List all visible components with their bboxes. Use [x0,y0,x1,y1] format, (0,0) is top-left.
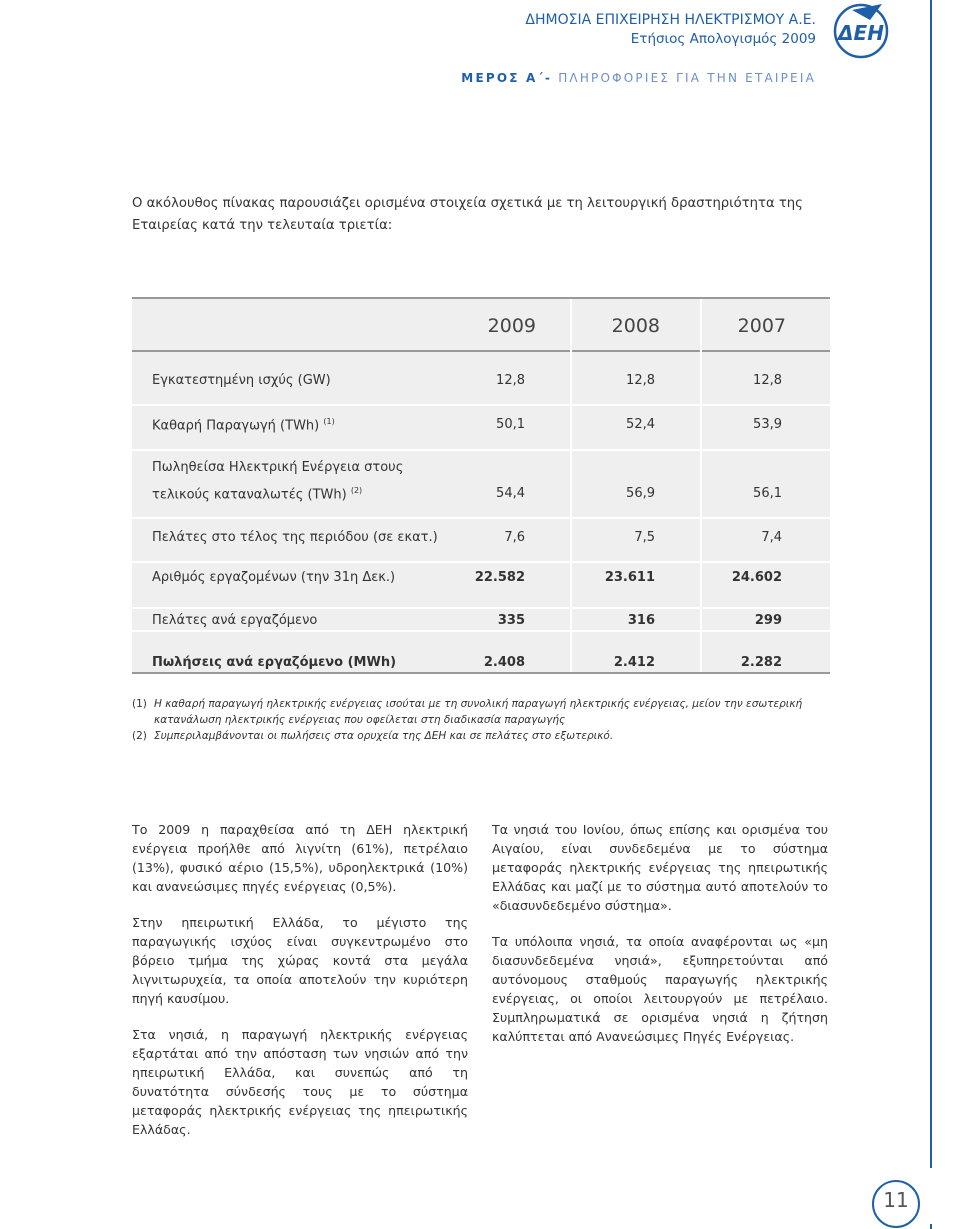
row-label-text: Καθαρή Παραγωγή (TWh) [152,418,320,434]
row-label-sold-energy-line1: Πωληθείσα Ηλεκτρική Ενέργεια στους [152,460,404,475]
cell-value: 54,4 [496,486,525,501]
body-column-right [492,820,828,1063]
cell-value: 12,8 [496,373,525,388]
cell-value: 299 [754,613,782,628]
intro-paragraph: Ο ακόλουθος πίνακας παρουσιάζει ορισμένα στοιχεία σχετικά με τη λειτουργική δραστηριότητα της Εταιρείας κατά την τελευταία τριετία: [132,196,803,233]
cell-value: 7,5 [634,530,655,545]
footnote-ref: (2) [350,486,363,495]
margin-line [930,0,932,1229]
row-label-text: τελικούς καταναλωτές (TWh) [152,487,347,503]
section-title [461,71,816,85]
svg-text:ΔΕΗ: ΔΕΗ [838,21,884,45]
row-label-capacity: Εγκατεστημένη ισχύς (GW) [152,373,331,388]
row-label-sales-per-employee: Πωλήσεις ανά εργαζόμενο (MWh) [152,655,397,670]
footnote [132,696,832,728]
cell-value: 56,9 [626,486,655,501]
row-separator [132,404,830,406]
row-label-employees: Αριθμός εργαζομένων (την 31η Δεκ.) [152,570,396,585]
table-bottom-rule [132,672,830,674]
page-number: 11 [883,1188,909,1212]
cell-value: 335 [497,613,525,628]
row-separator [132,607,830,609]
cell-value: 2.412 [613,655,655,670]
cell-value: 12,8 [753,373,782,388]
cell-value: 316 [627,613,655,628]
footnote-number: (2) [132,730,147,742]
report-title: Ετήσιος Απολογισμός 2009 [630,31,816,47]
cell-value: 2.408 [483,655,525,670]
paragraph: Το 2009 η παραχθείσα από τη ΔΕΗ ηλεκτρική ενέργεια προήλθε από λιγνίτη (61%), πετρέλαιο (13%), φυσικό αέριο (15,5%), υδροηλεκτρικά (10%) και ανανεώσιμες πηγές ενέργειας (0,5%). [132,822,468,894]
cell-value: 7,6 [504,530,525,545]
paragraph: Στα νησιά, η παραγωγή ηλεκτρικής ενέργειας εξαρτάται από την απόσταση των νησιών από την ηπειρωτική Ελλάδα, και συνεπώς από τη δυνατότητα σύνδεσής τους με το σύστημα μεταφοράς ηλεκτρικής ενέργειας της ηπειρωτικής Ελλάδας. [132,1027,468,1137]
cell-value: 23.611 [604,570,655,585]
cell-value: 50,1 [496,417,525,432]
row-label-customers-per-employee: Πελάτες ανά εργαζόμενο [152,613,318,628]
body-column-left [132,820,468,1156]
row-label-net-production [152,417,335,433]
footnote-text: Η καθαρή παραγωγή ηλεκτρικής ενέργειας ισούται με τη συνολική παραγωγή ηλεκτρικής ενέργειας, μείον την εσωτερική κατανάλωση ηλεκτρικής ενέργειας που οφείλεται στη διαδικασία παραγωγής [154,698,803,726]
cell-value: 56,1 [753,486,782,501]
dei-logo-icon [832,2,890,60]
company-name: ΔΗΜΟΣΙΑ ΕΠΙΧΕΙΡΗΣΗ ΗΛΕΚΤΡΙΣΜΟΥ Α.Ε. [525,12,816,28]
year-2008: 2008 [611,315,660,337]
cell-value: 2.282 [740,655,782,670]
row-separator [132,449,830,451]
row-label-sold-energy [152,486,362,502]
operations-table [132,297,830,674]
row-separator [132,517,830,519]
footnote [132,728,832,744]
paragraph: Στην ηπειρωτική Ελλάδα, το μέγιστο της παραγωγικής ισχύος είναι συγκεντρωμένο στο βόρειο τμήμα της χώρας κοντά στα μεγάλα λιγνιτωρυχεία, τα οποία αποτελούν την κυριότερη πηγή καυσίμου. [132,915,468,1006]
row-separator [132,561,830,563]
cell-value: 22.582 [474,570,525,585]
cell-value: 24.602 [731,570,782,585]
table-header-row [132,299,830,352]
cell-value: 12,8 [626,373,655,388]
paragraph: Τα νησιά του Ιονίου, όπως επίσης και ορισμένα του Αιγαίου, είναι συνδεδεμένα με το σύστημα μεταφοράς ηλεκτρικής ενέργειας της ηπειρωτικής Ελλάδας και μαζί με το σύστημα αυτό αποτελούν το «διασυνδεδεμένο σύστημα». [492,822,828,913]
footnotes [132,696,832,744]
row-label-customers: Πελάτες στο τέλος της περιόδου (σε εκατ.) [152,530,438,545]
section-part: ΜΕΡΟΣ Α΄- [461,71,553,85]
margin-gap [924,1168,938,1224]
cell-value: 52,4 [626,417,655,432]
footnote-text: Συμπεριλαμβάνονται οι πωλήσεις στα ορυχεία της ΔΕΗ και σε πελάτες στο εξωτερικό. [154,730,614,742]
footnote-ref: (1) [323,417,335,426]
year-2007: 2007 [737,315,786,337]
row-separator [132,630,830,632]
section-subtitle: ΠΛΗΡΟΦΟΡΙΕΣ ΓΙΑ ΤΗΝ ΕΤΑΙΡΕΙΑ [558,71,816,85]
paragraph: Τα υπόλοιπα νησιά, τα οποία αναφέρονται ως «μη διασυνδεδεμένα νησιά», εξυπηρετούνται από αυτόνομους σταθμούς παραγωγής ηλεκτρικής ενέργειας, οι οποίοι λειτουργούν με πετρέλαιο. Συμπληρωματικά σε ορισμένα νησιά η ζήτηση καλύπτεται από Ανανεώσιμες Πηγές Ενέργειας. [492,934,828,1044]
footnote-number: (1) [132,698,147,710]
cell-value: 53,9 [753,417,782,432]
cell-value: 7,4 [761,530,782,545]
year-2009: 2009 [487,315,536,337]
